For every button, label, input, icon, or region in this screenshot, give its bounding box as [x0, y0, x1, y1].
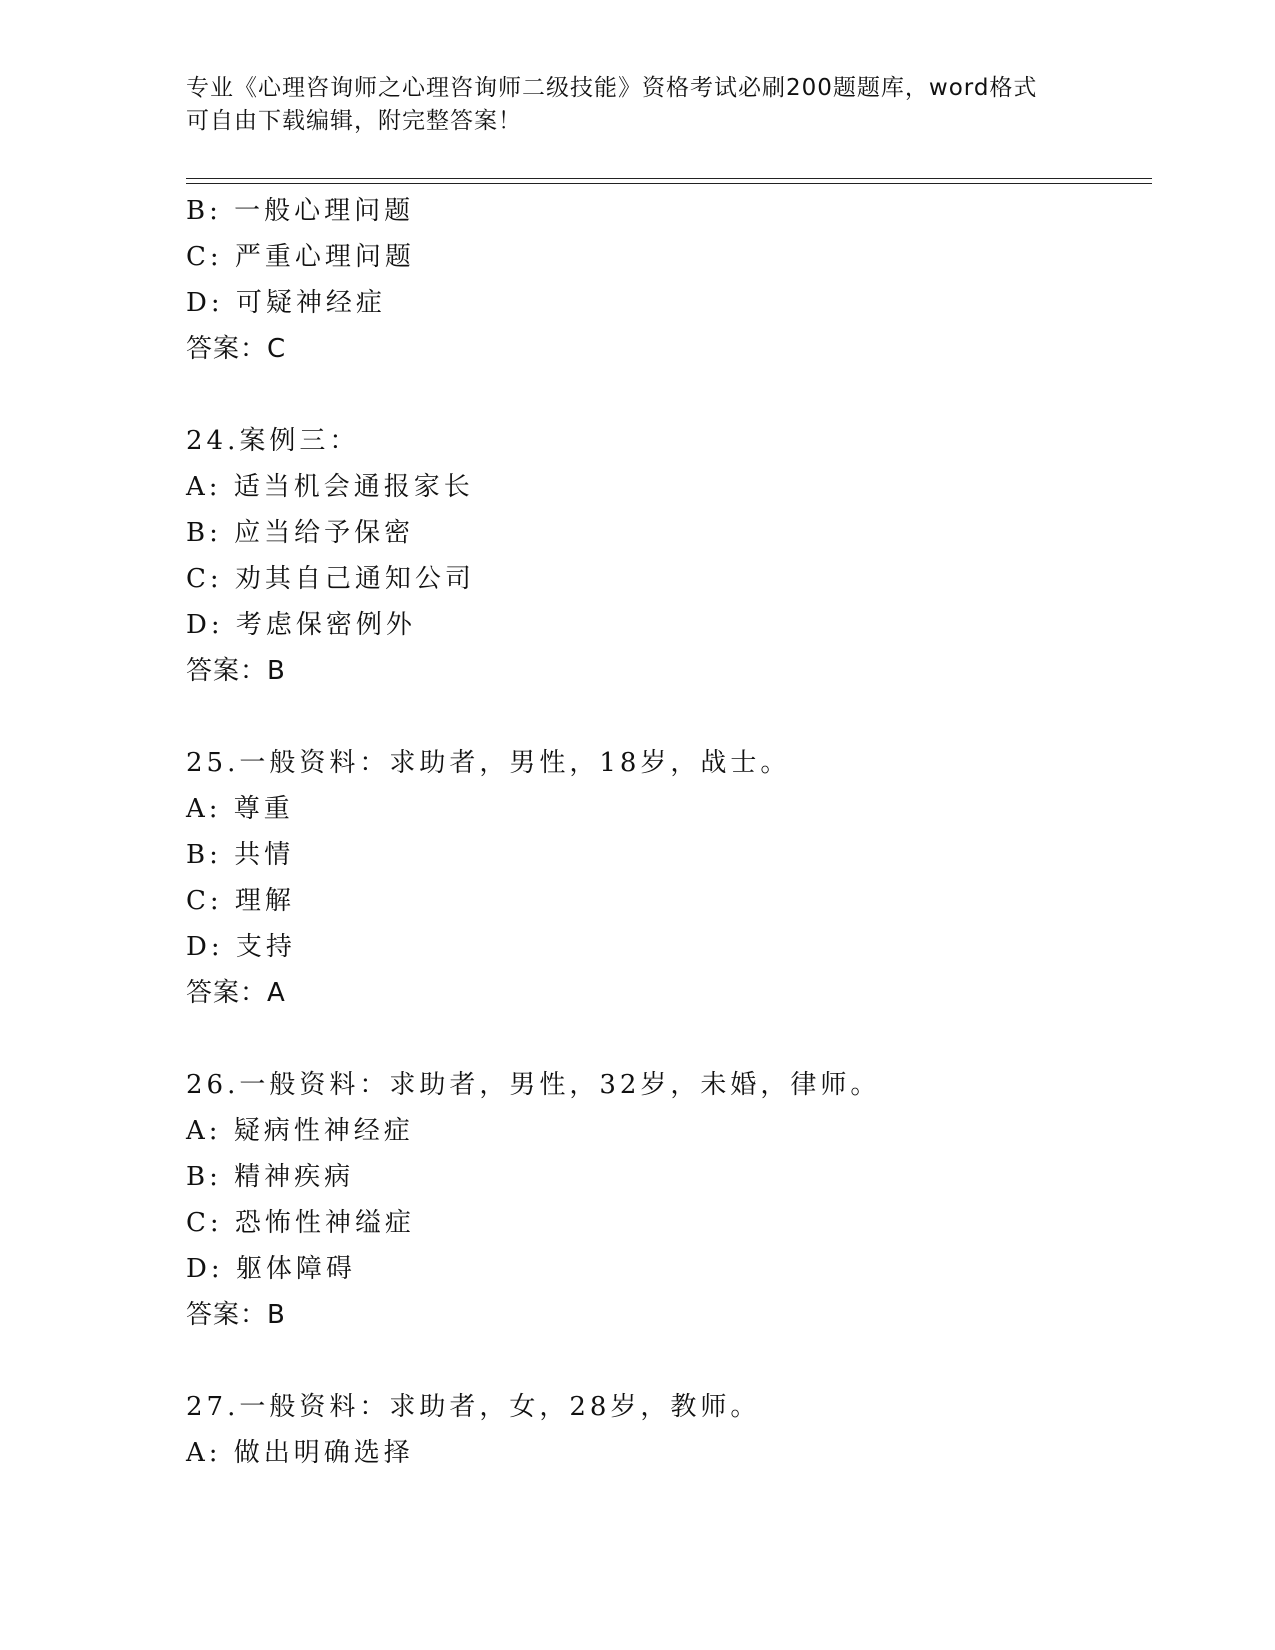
answer: 答案：A: [186, 978, 286, 1008]
spacer: [186, 372, 1146, 418]
header-divider-top: [186, 178, 1152, 179]
option-b: B: 应当给予保密: [186, 518, 415, 548]
option-a: A: 疑病性神经症: [186, 1116, 414, 1146]
header-divider-bottom: [186, 183, 1152, 184]
question-title: 24.案例三：: [186, 426, 360, 456]
answer: 答案：B: [186, 1300, 286, 1330]
option-b: B: 一般心理问题: [186, 196, 415, 226]
answer: 答案：C: [186, 334, 287, 364]
option-d: D: 躯体障碍: [186, 1254, 356, 1284]
option-c: C: 劝其自己通知公司: [186, 564, 475, 594]
question-title: 25.一般资料：求助者，男性，18岁，战士。: [186, 748, 791, 778]
option-a: A: 做出明确选择: [186, 1438, 414, 1468]
option-c: C: 恐怖性神缢症: [186, 1208, 415, 1238]
option-c: C: 理解: [186, 886, 295, 916]
option-a: A: 尊重: [186, 794, 294, 824]
option-d: D: 考虑保密例外: [186, 610, 416, 640]
option-b: B: 精神疾病: [186, 1162, 355, 1192]
document-header: [186, 72, 1086, 138]
option-a: A: 适当机会通报家长: [186, 472, 474, 502]
option-d: D: 支持: [186, 932, 296, 962]
spacer: [186, 1338, 1146, 1384]
answer: 答案：B: [186, 656, 286, 686]
header-line-1: 专业《心理咨询师之心理咨询师二级技能》资格考试必刷200题题库，word格式: [186, 75, 1038, 101]
question-title: 26.一般资料：求助者，男性，32岁，未婚，律师。: [186, 1070, 881, 1100]
spacer: [186, 694, 1146, 740]
header-line-2: 可自由下载编辑，附完整答案！: [186, 108, 522, 134]
question-title: 27.一般资料：求助者，女，28岁，教师。: [186, 1392, 761, 1422]
option-c: C: 严重心理问题: [186, 242, 415, 272]
option-b: B: 共情: [186, 840, 295, 870]
question-list: [186, 188, 1146, 1476]
spacer: [186, 1016, 1146, 1062]
option-d: D: 可疑神经症: [186, 288, 386, 318]
